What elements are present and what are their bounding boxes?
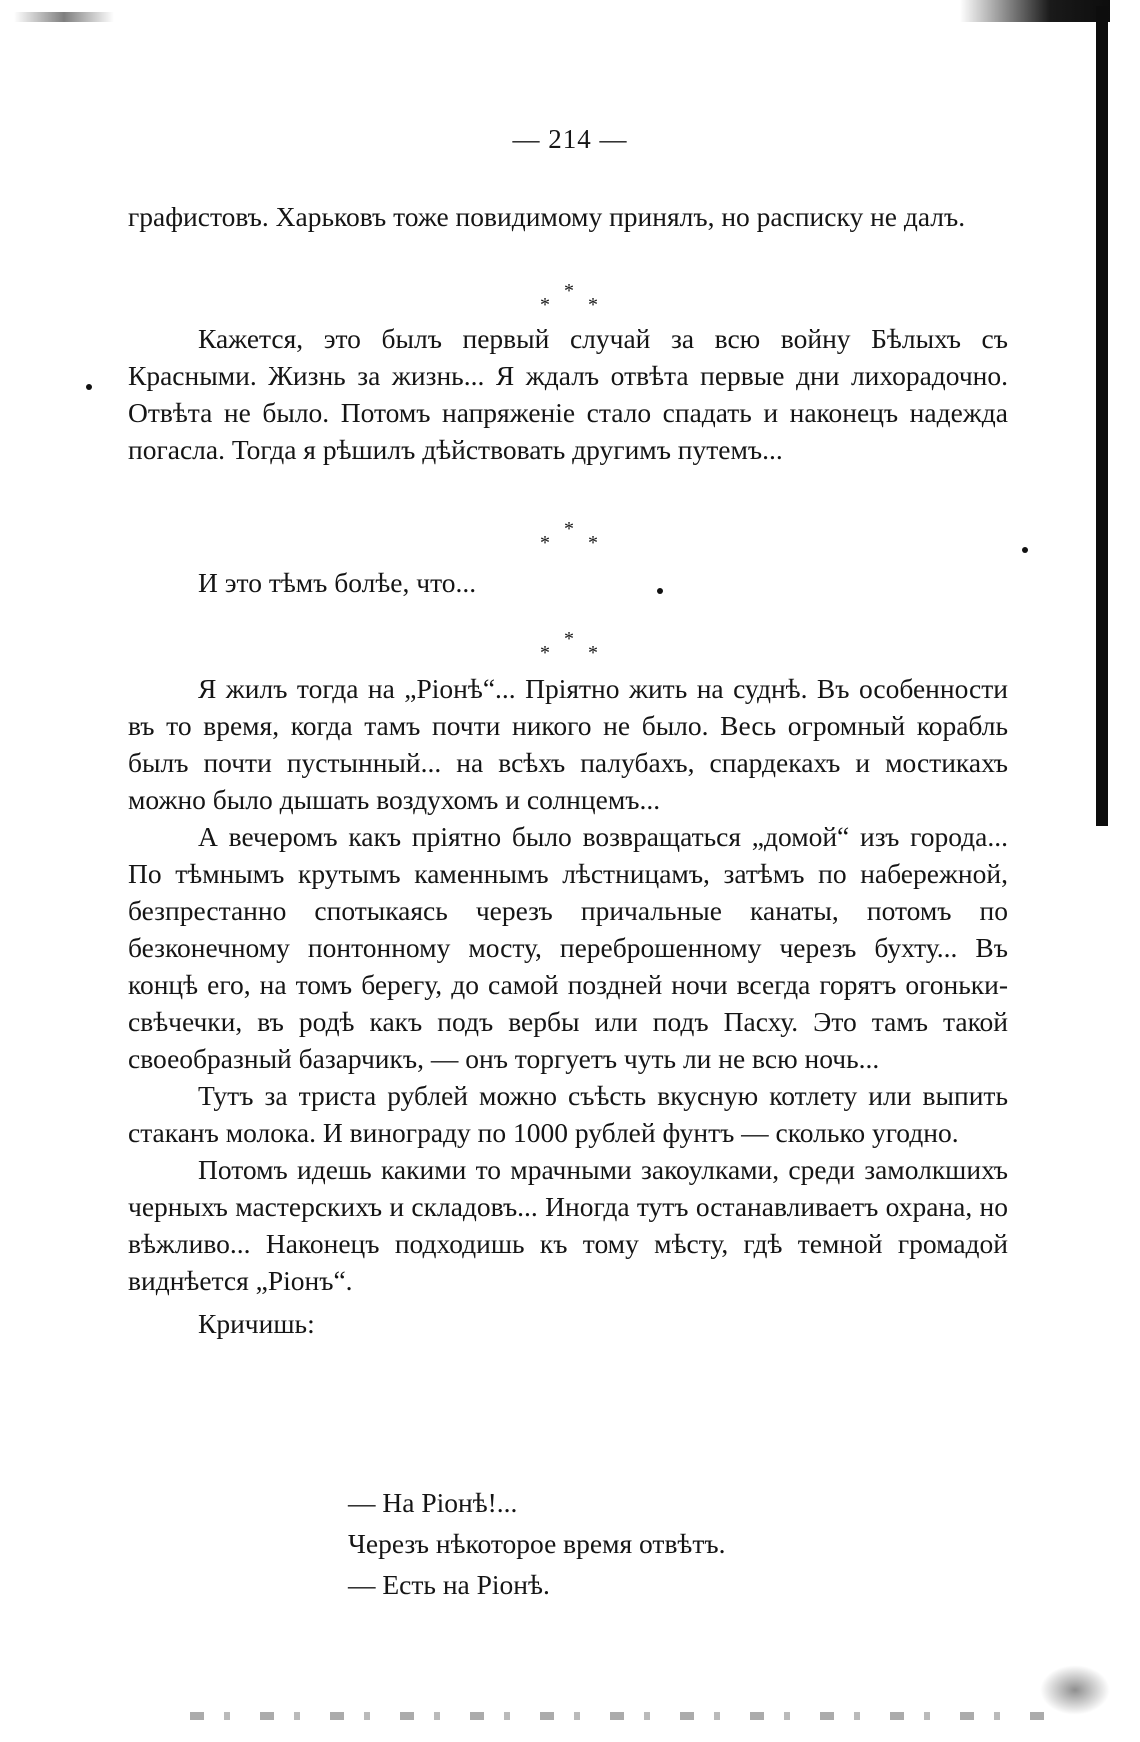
paragraph-text: И это тѣмъ болѣе, что... [198, 567, 477, 598]
paragraph-text: Тутъ за триста рублей можно съѣсть вкусную котлету или выпить стаканъ молока. И винограду по 1000 рублей фунтъ — сколько угодно. [128, 1080, 1008, 1148]
dialogue-line-2: Черезъ нѣкоторое время отвѣтъ. [348, 1528, 726, 1559]
paragraph-2 [128, 320, 1008, 468]
paragraph-1 [128, 198, 1008, 235]
paragraph-text: Я жилъ тогда на „Рiонѣ“... Прiятно жить на суднѣ. Въ особенности въ то время, когда тамъ почти никого не было. Весь огромный корабль былъ почти пустынный... на всѣхъ палубахъ, спардекахъ и мостикахъ можно было дышать воздухомъ и солнцемъ... [128, 673, 1008, 815]
separator-star: * [540, 642, 550, 664]
separator-star: * [588, 532, 598, 554]
paragraph-3 [128, 564, 1008, 601]
separator-star: * [588, 642, 598, 664]
separator-star: * [540, 532, 550, 554]
page-number: — 214 — [512, 124, 628, 154]
scan-corner-mark [14, 12, 114, 22]
section-separator [530, 518, 610, 558]
paragraph-text: А вечеромъ какъ прiятно было возвращаться „домой“ изъ города... По тѣмнымъ крутымъ каменнымъ лѣстницамъ, затѣмъ по набережной, безпрестанно спотыкаясь черезъ причальные канаты, потомъ по безконечному понтонному мосту, переброшенному черезъ бухту... Въ концѣ его, на томъ берегу, до самой поздней ночи всегда горятъ огоньки-свѣчечки, въ родѣ какъ подъ вербы или подъ Пасху. Это тамъ такой своеобразный базарчикъ, — онъ торгуетъ чуть ли не всю ночь... [128, 821, 1008, 1074]
separator-star: * [564, 518, 574, 540]
separator-star: * [564, 280, 574, 302]
paragraph-text: графистовъ. Харьковъ тоже повидимому принялъ, но расписку не далъ. [128, 201, 966, 232]
separator-star: * [588, 294, 598, 316]
scan-bottom-right-mark [1040, 1665, 1110, 1715]
dialogue-line-1: — На Рiонѣ!... [348, 1487, 518, 1518]
scan-edge-top [960, 0, 1110, 22]
scan-speck [1022, 547, 1028, 553]
scan-speck [86, 384, 92, 390]
scan-bottom-noise [190, 1712, 1050, 1720]
section-separator [530, 280, 610, 320]
main-text [128, 670, 1008, 1342]
section-separator [530, 628, 610, 668]
paragraph-text: Кричишь: [198, 1308, 315, 1339]
separator-star: * [540, 294, 550, 316]
paragraph-text: Потомъ идешь какими то мрачными закоулками, среди замолкшихъ черныхъ мастерскихъ и складовъ... Иногда тутъ останавливаетъ охрана, но вѣжливо... Наконецъ подходишь къ тому мѣсту, гдѣ темной громадой виднѣется „Рiонъ“. [128, 1154, 1008, 1296]
dialogue-line-3: — Есть на Рiонѣ. [348, 1569, 550, 1600]
paragraph-text: Кажется, это былъ первый случай за всю войну Бѣлыхъ съ Красными. Жизнь за жизнь... Я ждалъ отвѣта первые дни лихорадочно. Отвѣта не было. Потомъ напряженiе стало спадать и наконецъ надежда погасла. Тогда я рѣшилъ дѣйствовать другимъ путемъ... [128, 323, 1008, 465]
separator-star: * [564, 628, 574, 650]
